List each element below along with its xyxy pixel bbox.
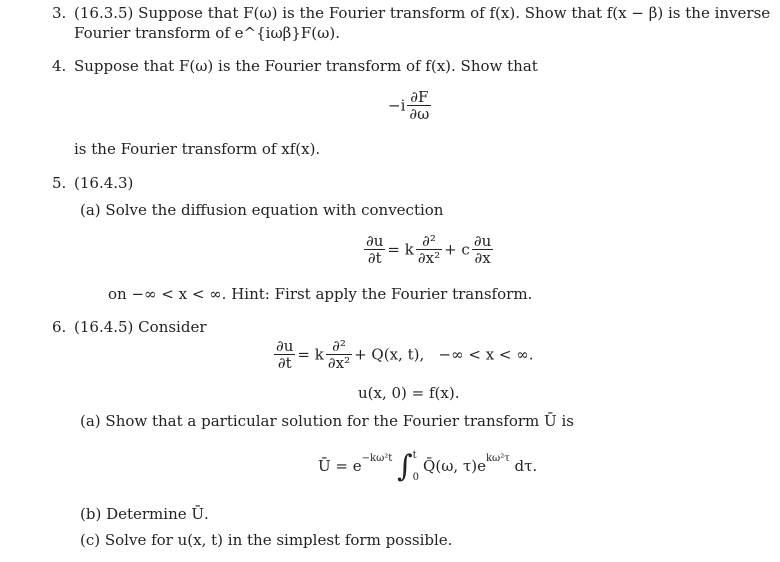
problem-6-line-1 bbox=[52, 318, 207, 336]
problem-3-text: (16.3.5) Suppose that F(ω) is the Fourier transform of f(x). Show that f(x − β) is the inverse bbox=[74, 4, 771, 22]
problem-6-ref: (16.4.5) Consider bbox=[74, 318, 207, 336]
du-dx-fraction: $\frac{\partial u}{\partial x}$ bbox=[473, 232, 492, 267]
eq3-body-exponent: kω²τ bbox=[486, 453, 510, 464]
problem-3-line-1 bbox=[52, 4, 770, 22]
problem-6-equation-3 bbox=[318, 444, 537, 483]
eq-plus: + c bbox=[444, 240, 470, 259]
problem-5-hint: on −∞ < x < ∞. Hint: First apply the Fourier transform. bbox=[108, 285, 533, 303]
problem-4-line-1 bbox=[52, 57, 538, 75]
problem-5-line-1 bbox=[52, 174, 133, 192]
eq3-lhs-exponent: −kω²t bbox=[361, 453, 393, 464]
integral-limits: t 0 bbox=[412, 450, 420, 483]
problem-3-line-2: Fourier transform of e^{iωβ}F(ω). bbox=[74, 24, 341, 42]
problem-6-number: 6. bbox=[52, 318, 67, 336]
eq3-lhs: Ū = e bbox=[318, 457, 362, 475]
problem-4-equation bbox=[388, 89, 433, 122]
problem-3-number: 3. bbox=[52, 4, 67, 22]
eq-prefix: −i bbox=[388, 96, 406, 115]
integral-sign: ∫ bbox=[397, 449, 413, 484]
d2-dx2-fraction: $\frac{\text{∂²}}{\text{∂x²}}$ bbox=[327, 337, 351, 372]
du-dt-fraction: $\frac{\partial u}{\partial t}$ bbox=[276, 337, 294, 372]
problem-6-part-a: (a) Show that a particular solution for the Fourier transform Ū is bbox=[80, 412, 574, 430]
problem-4-text: Suppose that F(ω) is the Fourier transform of f(x). Show that bbox=[74, 57, 538, 75]
eq-mid: = k bbox=[387, 240, 414, 259]
problem-5-part-a: (a) Solve the diffusion equation with convection bbox=[80, 201, 444, 219]
problem-6-part-c: (c) Solve for u(x, t) in the simplest form possible. bbox=[80, 531, 453, 549]
problem-6-equation-2: u(x, 0) = f(x). bbox=[358, 384, 460, 402]
eq3-body: Q̄(ω, τ)e bbox=[423, 457, 486, 475]
problem-6-part-b: (b) Determine Ū. bbox=[80, 505, 209, 523]
problem-5-ref: (16.4.3) bbox=[74, 174, 134, 192]
partial-fraction: $\frac{\partial F}{\partial\omega}$ bbox=[409, 88, 430, 123]
problem-6-equation-1 bbox=[272, 338, 534, 371]
eq-rest: + Q(x, t), −∞ < x < ∞. bbox=[354, 345, 534, 364]
du-dt-fraction: $\frac{\partial u}{\partial t}$ bbox=[366, 232, 384, 267]
problem-4-line-2: is the Fourier transform of xf(x). bbox=[74, 140, 321, 158]
d2-dx2-fraction: $\frac{\text{∂²}}{\text{∂x²}}$ bbox=[417, 232, 441, 267]
eq3-tail: dτ. bbox=[509, 457, 538, 475]
problem-5-equation bbox=[362, 233, 495, 266]
problem-5-number: 5. bbox=[52, 174, 67, 192]
problem-4-number: 4. bbox=[52, 57, 67, 75]
eq-mid: = k bbox=[297, 345, 324, 364]
